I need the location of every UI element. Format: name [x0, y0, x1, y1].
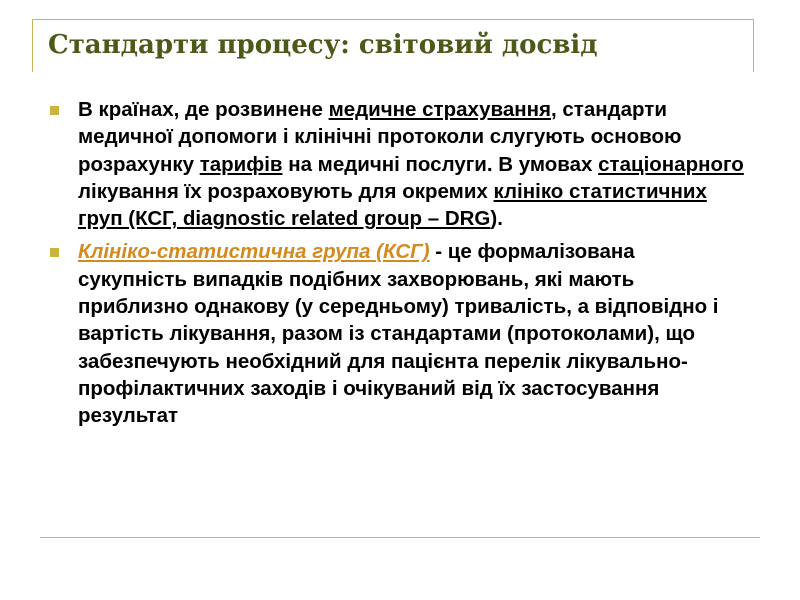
square-bullet-icon	[50, 248, 59, 257]
text-run: - це формалізована сукупність випадків подібних захворювань, які мають приблизно однакову (у середньому) тривалість, а відповідно і вартість лікування, разом із стандартами (протоколами), що забезпечують необхідний для пацієнта перелік лікувально-профілактичних заходів і очікуваний від їх застосування результат	[78, 240, 719, 428]
text-run: В країнах, де розвинене	[78, 98, 329, 121]
bullet-item-1	[48, 96, 748, 232]
slide-body	[48, 96, 748, 436]
term-highlight: Клініко-статистична група (КСГ)	[78, 240, 430, 264]
text-run-underlined: клініко статистичних груп (КСГ, diagnostic related group – DRG	[78, 179, 707, 231]
text-run: ).	[490, 207, 503, 231]
text-run-underlined: медичне страхування	[328, 98, 552, 121]
slide-title: Стандарти процесу: світовий досвід	[48, 30, 598, 60]
text-run-underlined: тарифів	[199, 152, 283, 176]
right-divider	[753, 19, 754, 72]
text-run-underlined: стаціонарного	[598, 152, 744, 176]
bottom-divider	[40, 537, 760, 538]
square-bullet-icon	[50, 106, 59, 115]
bullet-item-2	[48, 238, 748, 429]
left-divider	[32, 19, 33, 72]
text-run: , стандарти медичної допомоги і клінічні протоколи слугують основою розрахунку	[78, 98, 682, 176]
text-run: лікування їх розраховують для окремих	[78, 179, 494, 203]
top-divider	[32, 19, 754, 20]
text-run: на медичні послуги. В умовах	[282, 152, 599, 176]
